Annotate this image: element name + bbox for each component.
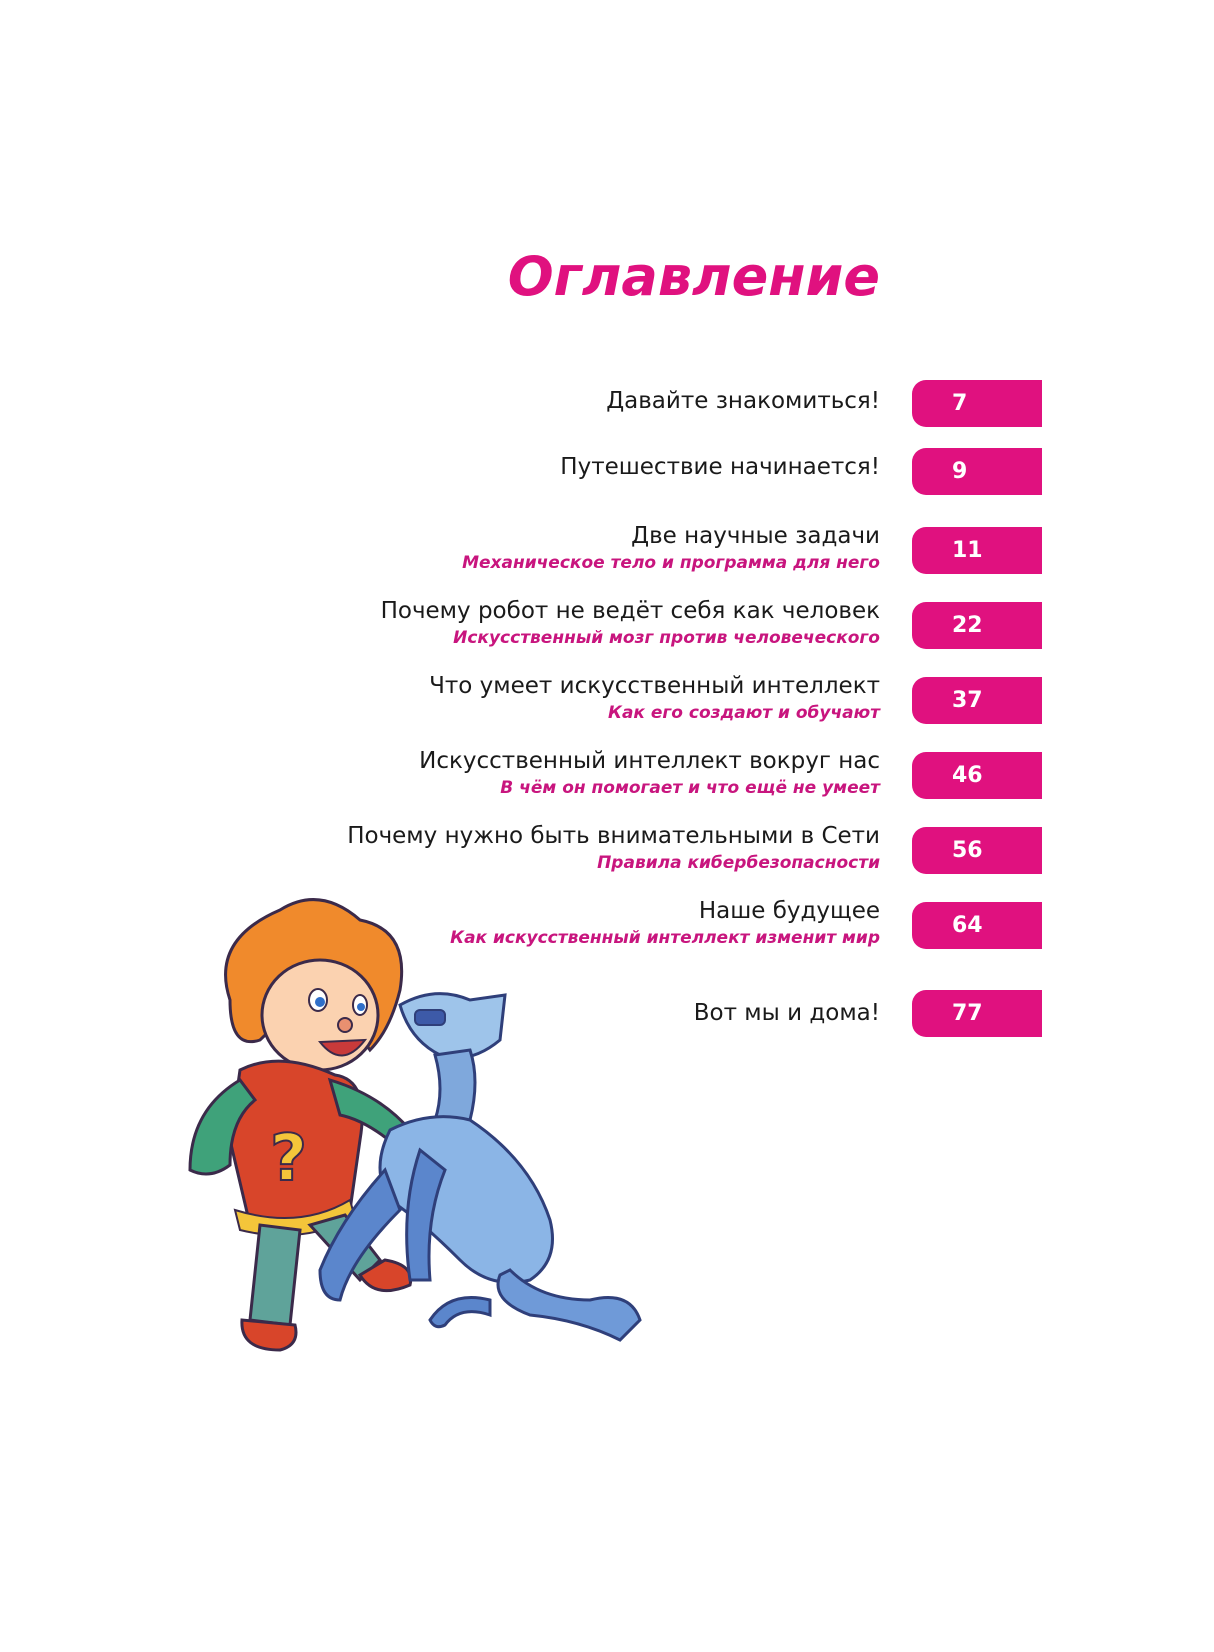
toc-entry-title: Что умеет искусственный интеллект xyxy=(429,673,880,699)
toc-entry-subtitle: Механическое тело и программа для него xyxy=(462,553,880,573)
toc-entry-subtitle: В чём он помогает и что ещё не умеет xyxy=(500,778,880,798)
toc-entry-title: Почему нужно быть внимательными в Сети xyxy=(347,823,880,849)
page-number-badge: 11 xyxy=(912,527,1042,574)
toc-entry-subtitle: Как его создают и обучают xyxy=(608,703,880,723)
toc-entry-subtitle: Искусственный мозг против человеческого xyxy=(453,628,880,648)
toc-entry-subtitle: Правила кибербезопасности xyxy=(597,853,880,873)
toc-entry-title: Давайте знакомиться! xyxy=(606,388,880,414)
toc-entry-subtitle: Как искусственный интеллект изменит мир xyxy=(450,928,880,948)
page-title: Оглавление xyxy=(507,245,880,308)
toc-entry-title: Путешествие начинается! xyxy=(560,454,880,480)
toc-entry-title: Вот мы и дома! xyxy=(693,1000,880,1026)
page-number-badge: 7 xyxy=(912,380,1042,427)
page-number-badge: 37 xyxy=(912,677,1042,724)
page-number-badge: 77 xyxy=(912,990,1042,1037)
toc-entry-title: Искусственный интеллект вокруг нас xyxy=(419,748,880,774)
toc-entry-title: Наше будущее xyxy=(698,898,880,924)
page-number-badge: 9 xyxy=(912,448,1042,495)
toc-entry-title: Почему робот не ведёт себя как человек xyxy=(380,598,880,624)
page-number-badge: 56 xyxy=(912,827,1042,874)
page-number-badge: 22 xyxy=(912,602,1042,649)
toc-entry-title: Две научные задачи xyxy=(631,523,880,549)
question-mark-symbol: ? xyxy=(270,1122,308,1196)
page-number-badge: 64 xyxy=(912,902,1042,949)
boy-and-robot-cat-illustration xyxy=(170,880,670,1400)
page-number-badge: 46 xyxy=(912,752,1042,799)
